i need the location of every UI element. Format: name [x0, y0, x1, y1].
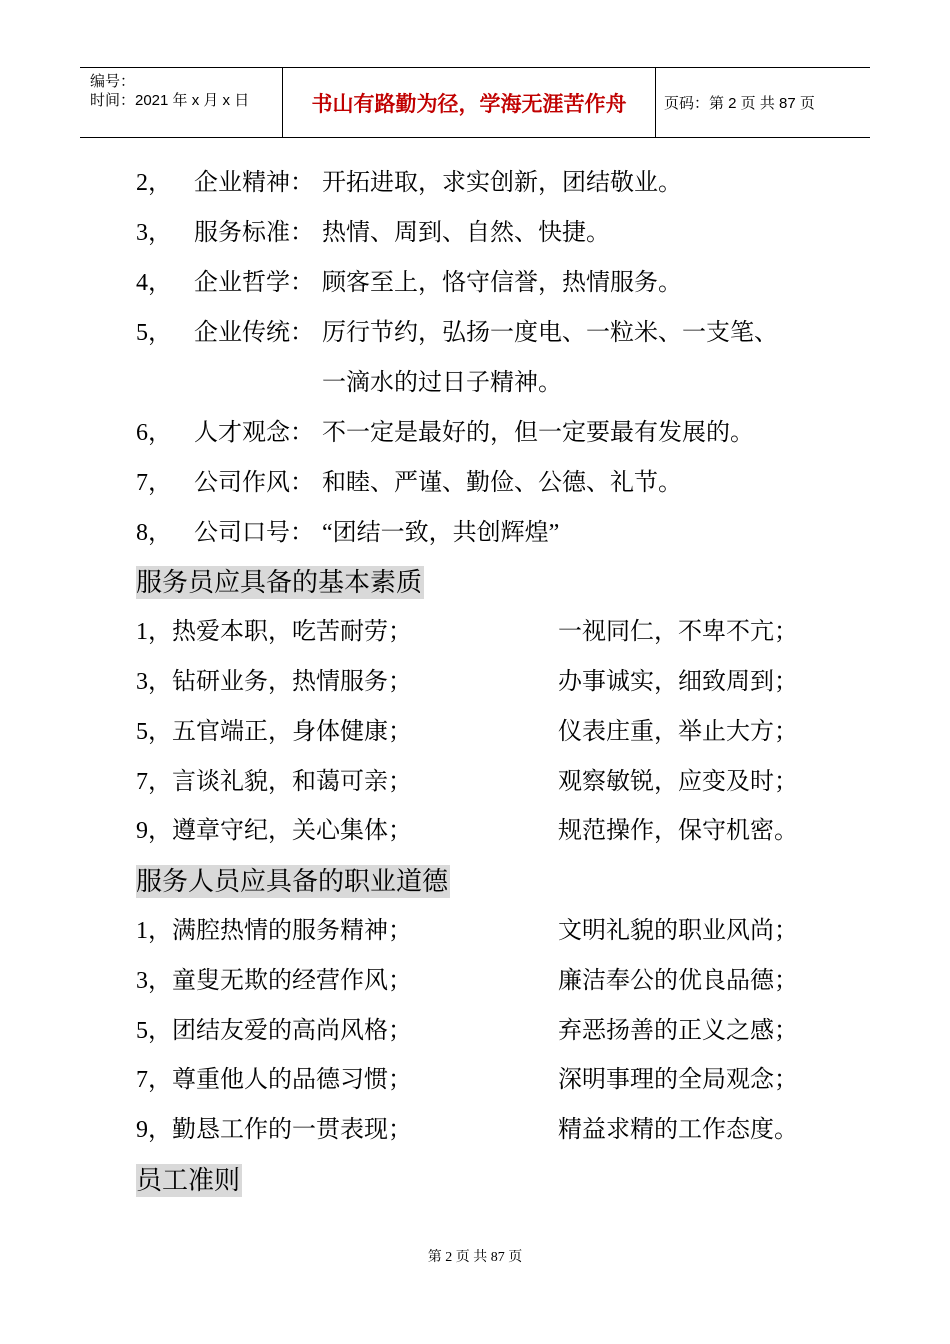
item-number: 8， [136, 520, 172, 546]
header-page-info: 页码：第 2 页 共 87 页 [664, 95, 815, 112]
page-header [80, 67, 870, 138]
row-right: 仪表庄重，举止大方； [558, 719, 798, 745]
item-label: 公司作风： [194, 470, 314, 496]
row-left: 1，热爱本职，吃苦耐劳； [136, 619, 412, 645]
row-right: 廉洁奉公的优良品德； [558, 968, 798, 994]
row-right: 观察敏锐，应变及时； [558, 769, 798, 795]
time-label: 时间：2021 年 x 月 x 日 [90, 92, 250, 109]
header-motto: 书山有路勤为径，学海无涯苦作舟 [282, 68, 656, 137]
item-label: 企业精神： [194, 170, 314, 196]
item-text: “团结一致，共创辉煌” [322, 520, 560, 546]
row-right: 一视同仁，不卑不亢； [558, 619, 798, 645]
row-left: 3，钻研业务，热情服务； [136, 669, 412, 695]
item-number: 3， [136, 220, 172, 246]
row-right: 弃恶扬善的正义之感； [558, 1018, 798, 1044]
item-text: 不一定是最好的，但一定要最有发展的。 [322, 420, 754, 446]
row-right: 规范操作，保守机密。 [558, 818, 798, 844]
page-footer: 第 2 页 共 87 页 [427, 1250, 523, 1265]
row-right: 精益求精的工作态度。 [558, 1117, 798, 1143]
row-right: 文明礼貌的职业风尚； [558, 918, 798, 944]
row-left: 5，团结友爱的高尚风格； [136, 1018, 412, 1044]
item-number: 2， [136, 170, 172, 196]
item-label: 公司口号： [194, 520, 314, 546]
item-number: 5， [136, 320, 172, 346]
item-text-continued: 一滴水的过日子精神。 [322, 370, 562, 396]
item-number: 6， [136, 420, 172, 446]
item-number: 7， [136, 470, 172, 496]
item-label: 企业传统： [194, 320, 314, 346]
item-text: 厉行节约，弘扬一度电、一粒米、一支笔、 [322, 320, 778, 346]
row-left: 9，遵章守纪，关心集体； [136, 818, 412, 844]
row-left: 5，五官端正，身体健康； [136, 719, 412, 745]
item-label: 服务标准： [194, 220, 314, 246]
row-left: 9，勤恳工作的一贯表现； [136, 1117, 412, 1143]
section-heading: 服务人员应具备的职业道德 [136, 866, 449, 896]
item-label: 企业哲学： [194, 270, 314, 296]
section-heading: 服务员应具备的基本素质 [136, 567, 423, 597]
item-text: 开拓进取，求实创新，团结敬业。 [322, 170, 682, 196]
item-label: 人才观念： [194, 420, 314, 446]
item-text: 顾客至上，恪守信誉，热情服务。 [322, 270, 682, 296]
header-meta [80, 68, 282, 137]
item-text: 和睦、严谨、勤俭、公德、礼节。 [322, 470, 682, 496]
item-number: 4， [136, 270, 172, 296]
row-left: 7，尊重他人的品德习惯； [136, 1067, 412, 1093]
row-right: 深明事理的全局观念； [558, 1067, 798, 1093]
section-heading: 员工准则 [136, 1165, 241, 1195]
row-left: 1，满腔热情的服务精神； [136, 918, 412, 944]
row-right: 办事诚实，细致周到； [558, 669, 798, 695]
row-left: 7，言谈礼貌，和蔼可亲； [136, 769, 412, 795]
id-label: 编号： [90, 73, 136, 90]
item-text: 热情、周到、自然、快捷。 [322, 220, 610, 246]
row-left: 3，童叟无欺的经营作风； [136, 968, 412, 994]
